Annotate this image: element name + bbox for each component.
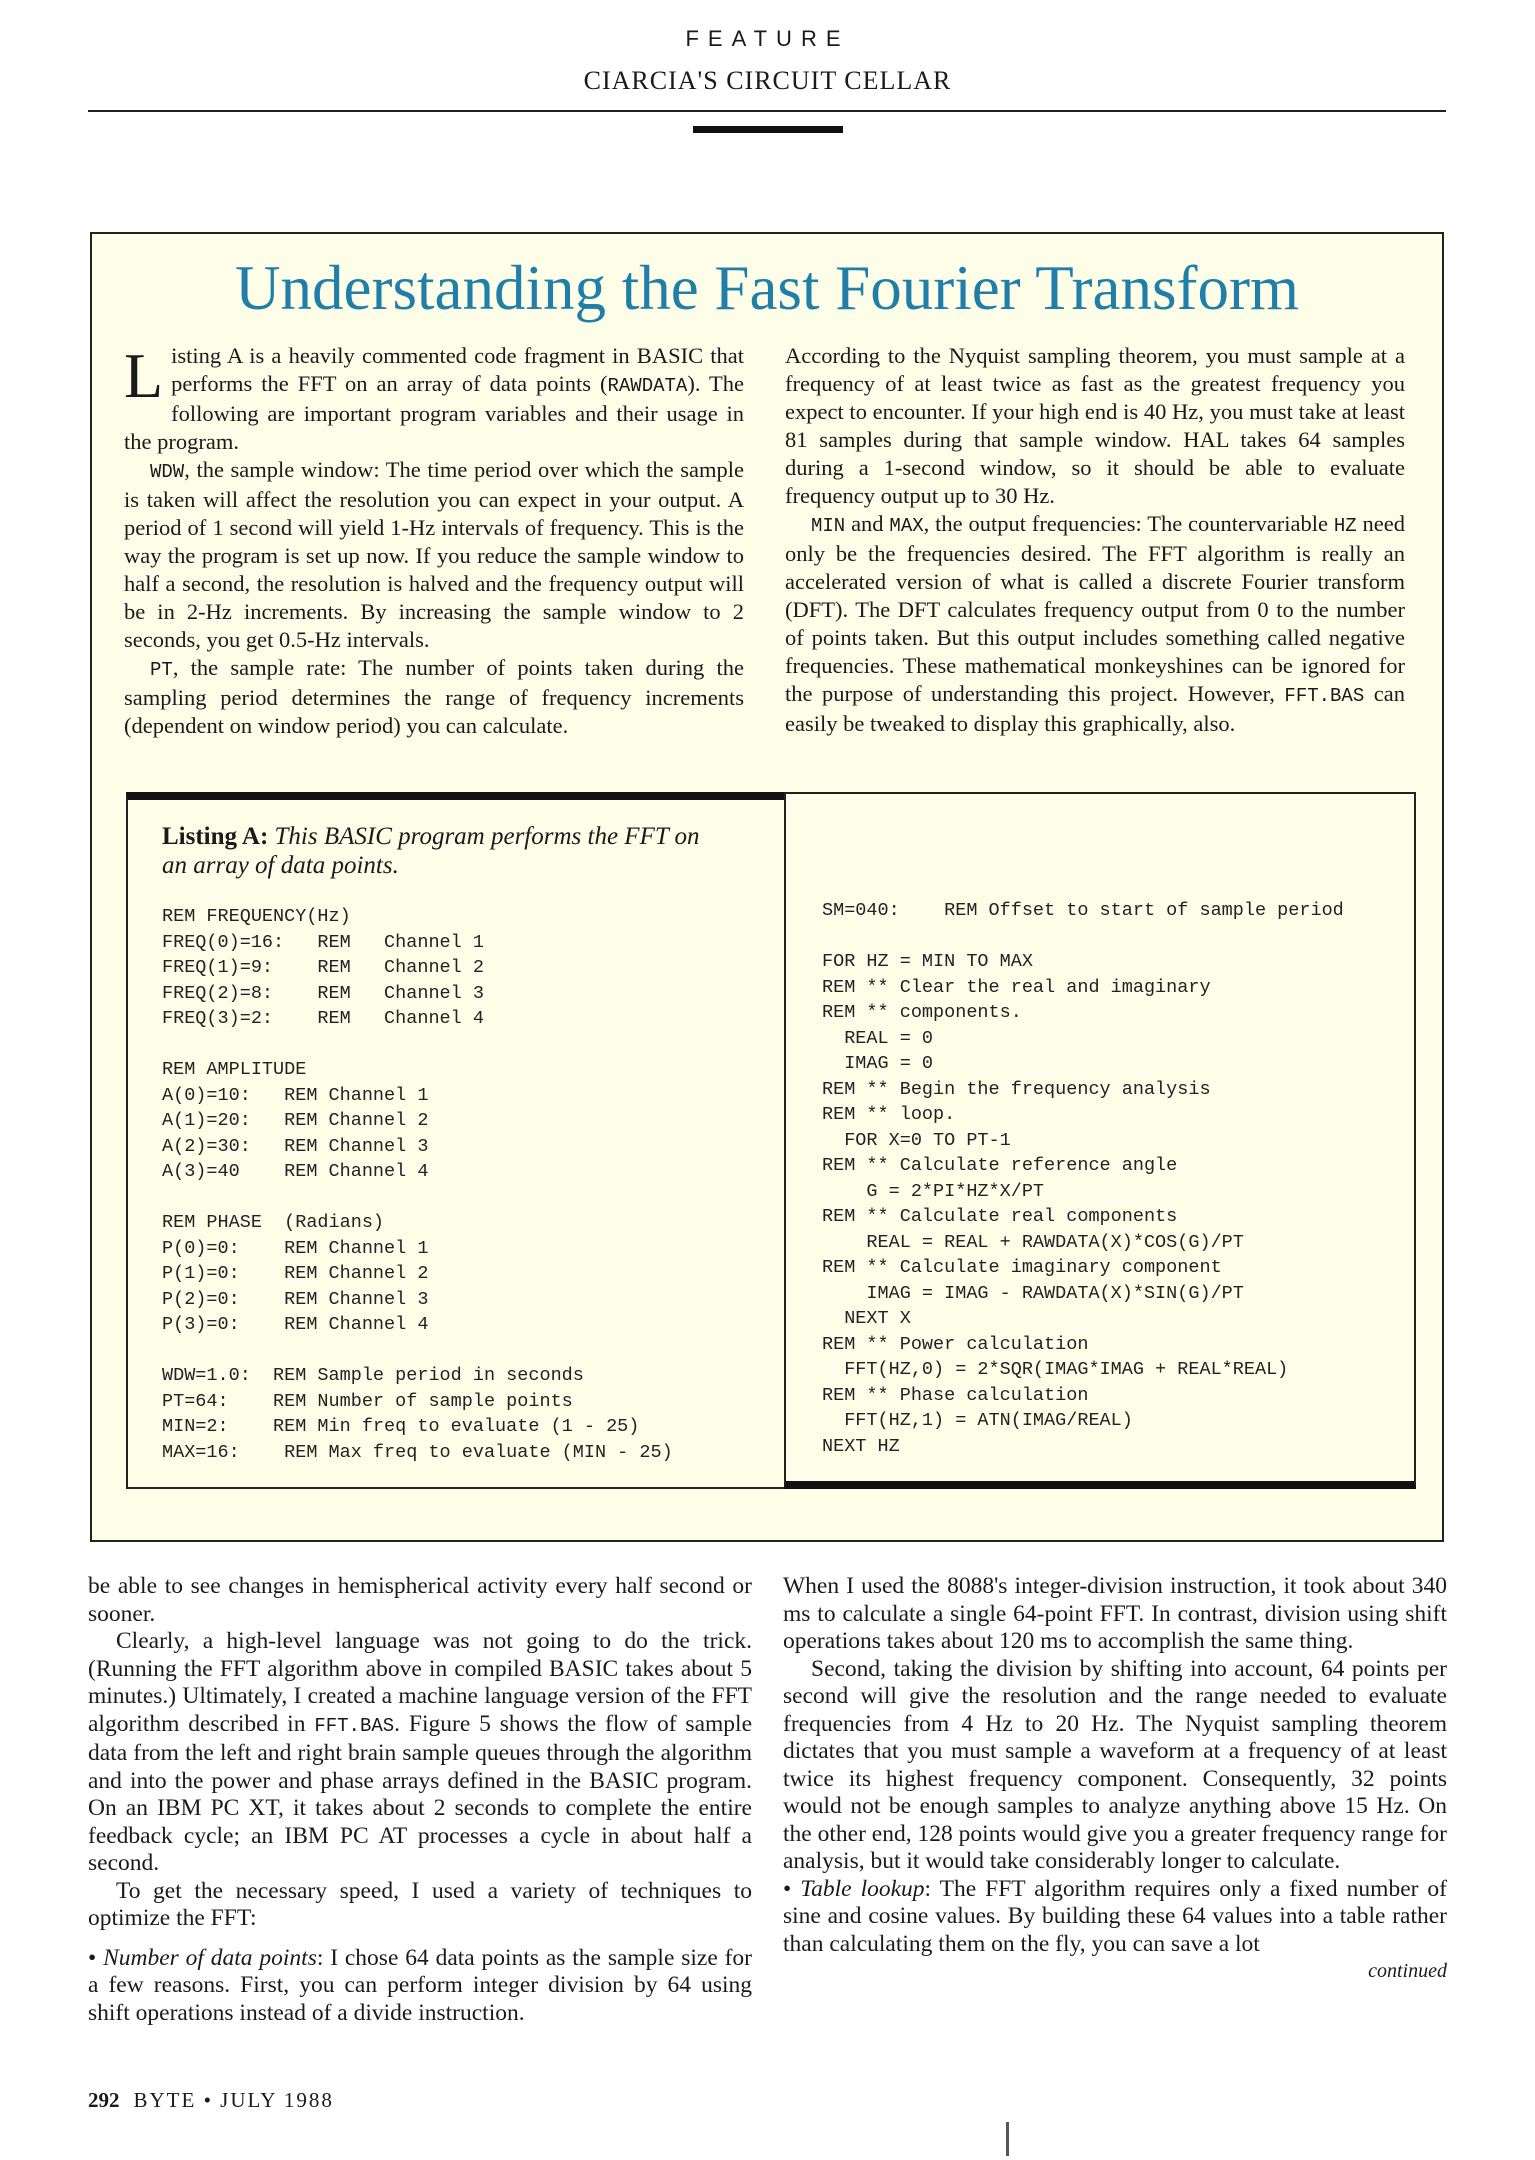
body-paragraph: Second, taking the division by shifting into account, 64 points per second will give the resolution and the range needed to evaluate frequencies from 4 Hz to 20 Hz. The Nyquist sampling theorem dictates that you must sample a waveform at a frequency of at least twice its highest frequency component. Consequently, 32 points would not be enough samples to analyze anything above 15 Hz. On the other end, 128 points would give you a greater frequency range for analysis, but it would take considerably longer to calculate. (783, 1655, 1447, 1874)
continued-label: continued (1368, 1960, 1447, 1982)
scan-mark (1006, 2122, 1009, 2156)
listing-code-right: SM=040: REM Offset to start of sample period FOR HZ = MIN TO MAX REM ** Clear the real and imaginary REM ** components. REAL = 0 IMAG = 0 REM ** Begin the frequency analysis REM ** loop. FOR X=0 TO PT-1 REM ** Calculate reference angle G = 2*PI*HZ*X/PT REM ** Calculate real components REAL = REAL + RAWDATA(X)*COS(G)/PT REM ** Calculate imaginary component IMAG = IMAG - RAWDATA(X)*SIN(G)/PT NEXT X REM ** Power calculation FFT(HZ,0) = 2*SQR(IMAG*IMAG + REAL*REAL) REM ** Phase calculation FFT(HZ,1) = ATN(IMAG/REAL) NEXT HZ (822, 900, 1344, 1457)
sidebar-title: Understanding the Fast Fourier Transform (235, 253, 1299, 323)
sidebar-right-column (785, 342, 1405, 738)
body-right-column (783, 1573, 1447, 1986)
footer-text: BYTE • JULY 1988 (133, 2088, 334, 2112)
sidebar-left-column (124, 342, 744, 740)
sidebar-box (90, 232, 1444, 1542)
sidebar-paragraph: MIN and MAX, the output frequencies: The countervariable HZ need only be the frequencies desired. The FFT algorithm is really an accelerated version of what is called a discrete Fourier transform (DFT). The DFT calculates frequency output from 0 to the number of points taken. But this output includes something called negative frequencies. These mathematical monkeyshines can be ignored for the purpose of understanding this project. However, FFT.BAS can easily be tweaked to display this graphically, also. (785, 511, 1405, 736)
sidebar-paragraph: WDW, the sample window: The time period over which the sample is taken will affect the resolution you can expect in your output. A period of 1 second will yield 1-Hz intervals of frequency. This is the way the program is set up now. If you reduce the sample window to half a second, the resolution is halved and the frequency output will be in 2-Hz increments. By increasing the sample window to 2 seconds, you get 0.5-Hz intervals. (124, 457, 744, 652)
listing-caption: Listing A: This BASIC program performs the FFT on an array of data points. (162, 823, 700, 879)
header-bar (693, 126, 843, 133)
listing-left-box (126, 792, 786, 1489)
sidebar-paragraph: Listing A is a heavily commented code fragment in BASIC that performs the FFT on an array of data points (RAWDATA). The following are important program variables and their usage in the program. (124, 340, 744, 454)
bullet-paragraph: • Table lookup: The FFT algorithm requires only a fixed number of sine and cosine values. By building these 64 values into a table rather than calculating them on the fly, you can save a lot (783, 1875, 1448, 1957)
drop-cap: L (124, 340, 164, 411)
column-title: CIARCIA'S CIRCUIT CELLAR (583, 66, 952, 95)
listing-right-box (784, 792, 1416, 1489)
bullet-paragraph: • Number of data points: I chose 64 data points as the sample size for a few reasons. First, you can perform integer division by 64 using shift operations instead of a divide instruction. (88, 1944, 752, 2026)
section-label: FEATURE (685, 26, 850, 51)
page-footer (88, 2088, 334, 2113)
body-paragraph: When I used the 8088's integer-division instruction, it took about 340 ms to calculate a single 64-point FFT. In contrast, division using shift operations takes about 120 ms to accomplish the same thing. (783, 1573, 1447, 1654)
sidebar-paragraph: PT, the sample rate: The number of points taken during the sampling period determines the range of frequency increments (dependent on window period) you can calculate. (124, 655, 744, 738)
body-paragraph: Clearly, a high-level language was not going to do the trick. (Running the FFT algorithm above in compiled BASIC takes about 5 minutes.) Ultimately, I created a machine language version of the FFT algorithm described in FFT.BAS. Figure 5 shows the flow of sample data from the left and right brain sample queues through the algorithm and into the power and phase arrays defined in the BASIC program. On an IBM PC XT, it takes about 2 seconds to complete the entire feedback cycle; an IBM PC AT processes a cycle in about half a second. (88, 1628, 752, 1876)
header-rule (88, 110, 1446, 112)
page-number: 292 (88, 2088, 120, 2112)
body-paragraph: To get the necessary speed, I used a variety of techniques to optimize the FFT: (88, 1877, 752, 1931)
body-left-column (88, 1573, 752, 2027)
body-paragraph: be able to see changes in hemispherical activity every half second or sooner. (88, 1573, 752, 1627)
listing-code-left: REM FREQUENCY(Hz) FREQ(0)=16: REM Channel 1 FREQ(1)=9: REM Channel 2 FREQ(2)=8: REM Channel 3 FREQ(3)=2: REM Channel 4 REM AMPLITUDE A(0)=10: REM Channel 1 A(1)=20: REM Channel 2 A(2)=30: REM Channel 3 A(3)=40 REM Channel 4 REM PHASE (Radians) P(0)=0: REM Channel 1 P(1)=0: REM Channel 2 P(2)=0: REM Channel 3 P(3)=0: REM Channel 4 WDW=1.0: REM Sample period in seconds PT=64: REM Number of sample points MIN=2: REM Min freq to evaluate (1 - 25) MAX=16: REM Max freq to evaluate (MIN - 25) (162, 906, 673, 1463)
sidebar-paragraph: According to the Nyquist sampling theorem, you must sample at a frequency of at least twice as fast as the greatest frequency you expect to encounter. If your high end is 40 Hz, you must take at least 81 samples during that sample window. HAL takes 64 samples during a 1-second window, so it should be able to evaluate frequency output up to 30 Hz. (785, 343, 1405, 508)
